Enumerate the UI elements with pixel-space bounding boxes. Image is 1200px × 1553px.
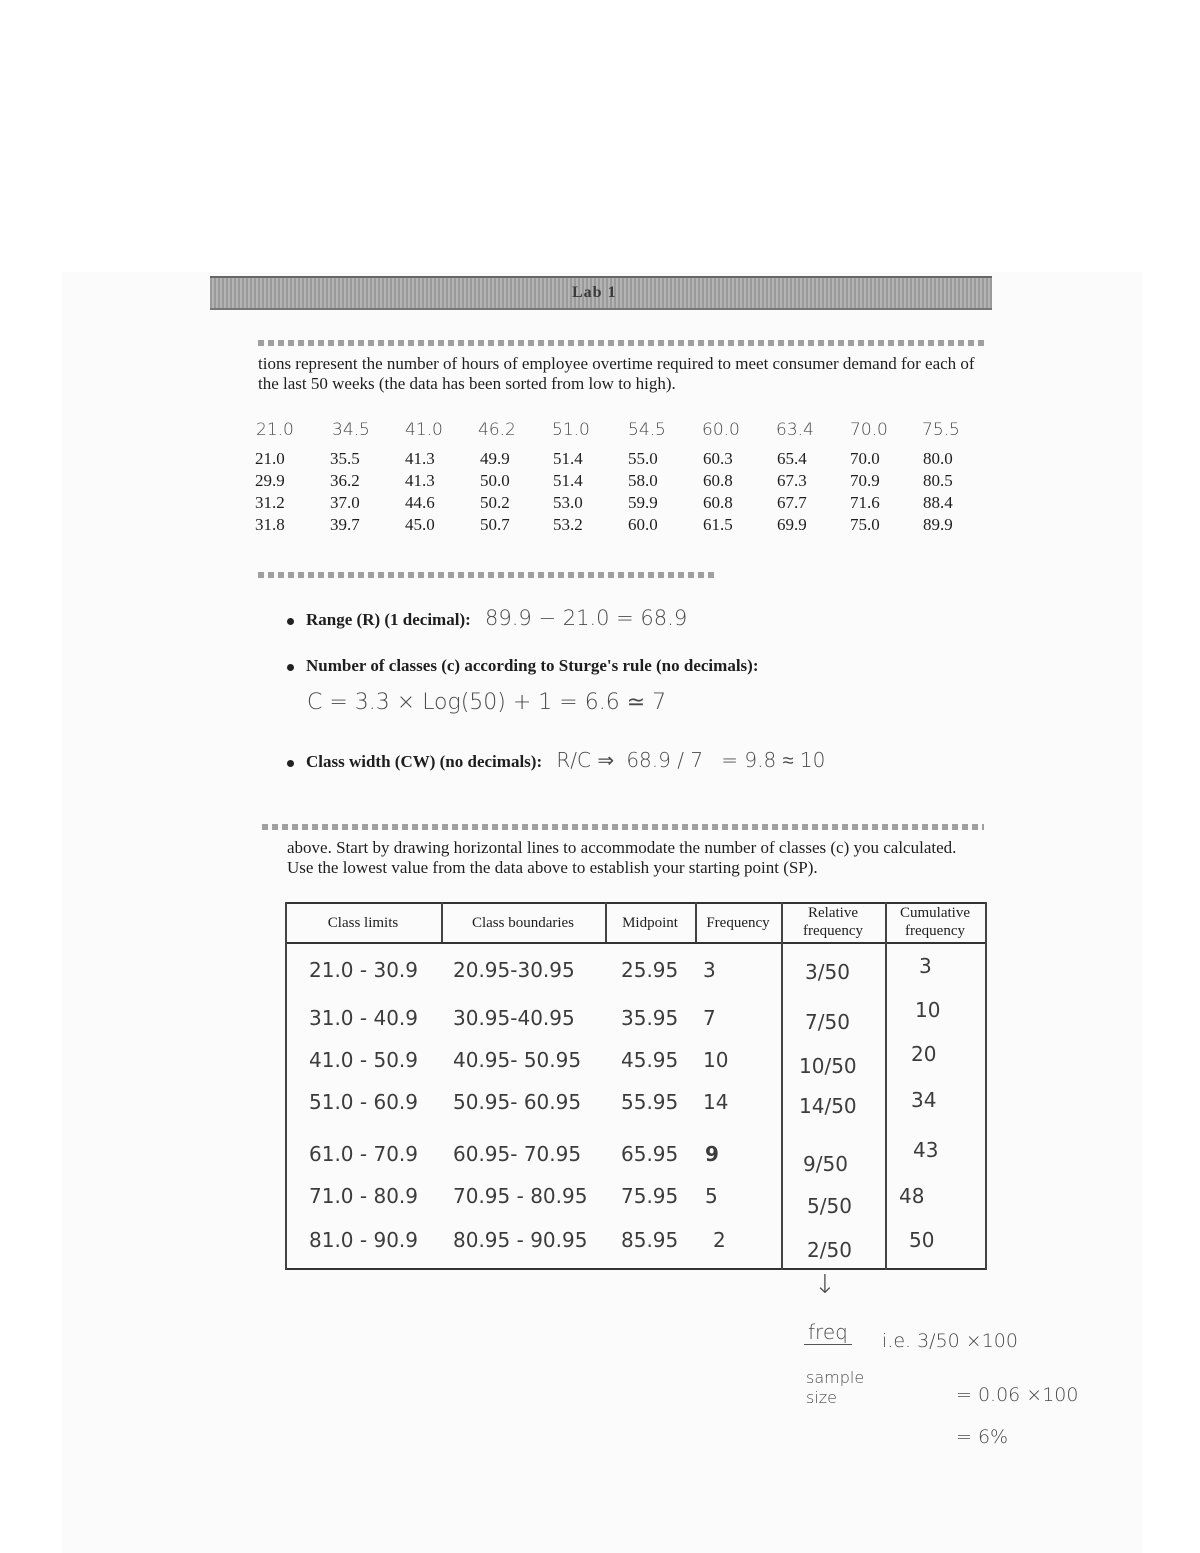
table-rule	[285, 1268, 987, 1270]
note-result-2: = 6%	[956, 1426, 1009, 1448]
hand-head: 60.0	[702, 420, 740, 440]
width-answer-a: R/C ⇒	[556, 748, 615, 772]
data-column: 41.3 41.3 44.6 45.0	[405, 449, 435, 534]
lab-header-band	[210, 276, 992, 310]
data-column: 51.4 51.4 53.0 53.2	[553, 449, 583, 534]
hand-head: 46.2	[478, 420, 516, 440]
hand-head: 51.0	[552, 420, 590, 440]
note-freq: freq	[804, 1320, 852, 1345]
note-sample-size: sample size	[806, 1368, 865, 1407]
hand-head: 21.0	[256, 420, 294, 440]
hand-head: 41.0	[405, 420, 443, 440]
table-rule	[285, 942, 987, 944]
frequency-table: Class limits Class boundaries Midpoint Frequency Relative frequency Cumulative frequency 21.0 - 30.9 20.95-30.95 25.95 3 3/50 3 31.0 - 40.9 30.95-40.95 35.95 7 7/50 10 41.0 - 50.9 40.95- 50.95 45.95 10 10/50 20 51.0 - 60.9 50.95- 60.95 55.95 14 14/50 34 61.0 - 70.9 60.95- 70.95 65.95 9 9/50 43 71.0 - 80.9 70.95 - 80.95 75.95 5 5/50 48 81.0 - 90.9 80.95 - 90.95 85.95 2 2/50 50	[285, 902, 987, 1270]
note-result-1: = 0.06 ×100	[956, 1384, 1079, 1406]
hand-head: 75.5	[922, 420, 960, 440]
table-rule	[985, 902, 987, 1270]
data-column: 65.4 67.3 67.7 69.9	[777, 449, 807, 534]
classes-label: Number of classes (c) according to Sturge's rule (no decimals):	[306, 656, 759, 675]
width-answer-c: = 9.8 ≈ 10	[721, 748, 826, 772]
width-bullet	[287, 748, 825, 773]
header-class-boundaries: Class boundaries	[471, 915, 575, 931]
cut-off-text-line	[258, 340, 986, 346]
down-arrow-icon: ↓	[814, 1270, 836, 1300]
width-label: Class width (CW) (no decimals):	[306, 752, 543, 771]
hand-head: 34.5	[332, 420, 370, 440]
lab-header-title: Lab 1	[572, 284, 617, 301]
classes-bullet	[287, 656, 758, 676]
table-rule	[781, 902, 783, 1270]
range-label: Range (R) (1 decimal):	[306, 610, 471, 629]
cut-off-text-line	[262, 824, 984, 830]
range-bullet	[287, 606, 687, 630]
range-answer: 89.9 − 21.0 = 68.9	[485, 606, 688, 630]
data-column: 35.5 36.2 37.0 39.7	[330, 449, 360, 534]
hand-head: 54.5	[628, 420, 666, 440]
data-column: 55.0 58.0 59.9 60.0	[628, 449, 658, 534]
note-example: i.e. 3/50 ×100	[882, 1330, 1018, 1352]
table-rule	[285, 902, 987, 904]
data-column: 70.0 70.9 71.6 75.0	[850, 449, 880, 534]
instruction-paragraph: above. Start by drawing horizontal lines to accommodate the number of classes (c) you calculated. Use the lowest value from the data above to establish your starting point (SP).	[287, 838, 957, 877]
header-frequency: Frequency	[706, 915, 770, 931]
cut-off-text-line	[258, 572, 716, 578]
width-answer-b: 68.9 / 7	[626, 748, 704, 772]
intro-paragraph: tions represent the number of hours of employee overtime required to meet consumer demand for each of the last 50 weeks (the data has been sorted from low to high).	[258, 354, 975, 393]
data-column: 60.3 60.8 60.8 61.5	[703, 449, 733, 534]
data-column: 49.9 50.0 50.2 50.7	[480, 449, 510, 534]
table-rule	[885, 902, 887, 1270]
table-rule	[285, 902, 287, 1270]
data-column: 80.0 80.5 88.4 89.9	[923, 449, 953, 534]
hand-head: 63.4	[776, 420, 814, 440]
hand-head: 70.0	[850, 420, 888, 440]
header-class-limits: Class limits	[327, 915, 399, 931]
header-relative-frequency: Relative frequency	[803, 905, 863, 939]
classes-answer: C = 3.3 × Log(50) + 1 = 6.6 ≃ 7	[307, 690, 667, 715]
data-column: 21.0 29.9 31.2 31.8	[255, 449, 285, 534]
header-midpoint: Midpoint	[622, 915, 678, 931]
header-cumulative-frequency: Cumulative frequency	[900, 905, 970, 939]
